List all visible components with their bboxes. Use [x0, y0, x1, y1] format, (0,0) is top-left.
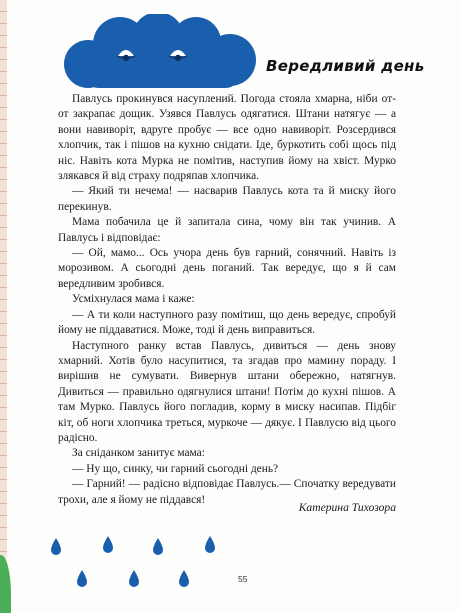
green-leaf-decoration	[0, 555, 11, 613]
page-number: 55	[238, 574, 248, 584]
raindrop-icon	[129, 570, 139, 587]
raindrop-icon	[103, 536, 113, 553]
raindrop-icon	[51, 538, 61, 555]
raindrop-icon	[205, 536, 215, 553]
story-title: Вередливий день	[266, 57, 425, 75]
raindrop-icon	[77, 570, 87, 587]
paragraph: Мама побачила це й запитала сина, чому він так учинив. А Павлусь і відповідає:	[58, 216, 396, 244]
paragraph: — Ну що, синку, чи гарний сьогодні день?	[72, 462, 279, 475]
sleepy-cloud-icon	[58, 14, 263, 92]
paragraph: Павлусь прокинувся насуплений. Погода стояла хмарна, ніби от-от закрапає дощик. Узявся Павлусь одягатися. Штани натягує — а вони навиворіт, вдруге пробує — все одно навиворіт. Розсердився хлопчик, так і пішов на кухню снідати. Іде, буркотить собі щось під ніс. Навіть кота Мурка не помітив, наступив йому на хвіст. Мурко злякався й від страху подряпав хлопчика.	[58, 93, 396, 183]
story-text	[58, 92, 396, 508]
lined-paper-edge	[0, 0, 7, 613]
raindrop-icon	[179, 570, 189, 587]
paragraph: За сніданком занитує мама:	[72, 447, 205, 460]
raindrops-decoration	[44, 530, 244, 600]
paragraph: — Ой, мамо... Ось учора день був гарний, сонячний. Навіть із морозивом. А сьогодні день поганий. Так вередує, що я й сам вередливим зробився.	[58, 247, 396, 290]
raindrop-icon	[153, 538, 163, 555]
author-name: Катерина Тихозора	[298, 501, 396, 514]
paragraph: — А ти коли наступного разу помітиш, що день вередує, спробуй йому не піддаватися. Може, тоді й день виправиться.	[58, 308, 396, 337]
paragraph: — Який ти нечема! — насварив Павлусь кота та й миску його перекинув.	[58, 185, 396, 213]
paragraph: — Гарний! — радісно відповідає Павлусь.— Спочатку вередувати трохи, але я йому не піддався!	[58, 478, 396, 506]
paragraph: Усміхнулася мама і каже:	[72, 293, 195, 306]
paragraph: Наступного ранку встав Павлусь, дивиться — день знову хмарний. Хотів було насупитися, та згадав про мамину пораду. І вирішив не сумувати. Вивернув штани обережно, натягнув. Дивиться — правильно одягнулися штани! Потім до кухні пішов. А там Мурко. Павлусь його погладив, корму в миску насипав. Підбіг кіт, об ноги хлопчика треться, муркоче — дякує. І Павлусю від цього радісно.	[58, 339, 396, 444]
